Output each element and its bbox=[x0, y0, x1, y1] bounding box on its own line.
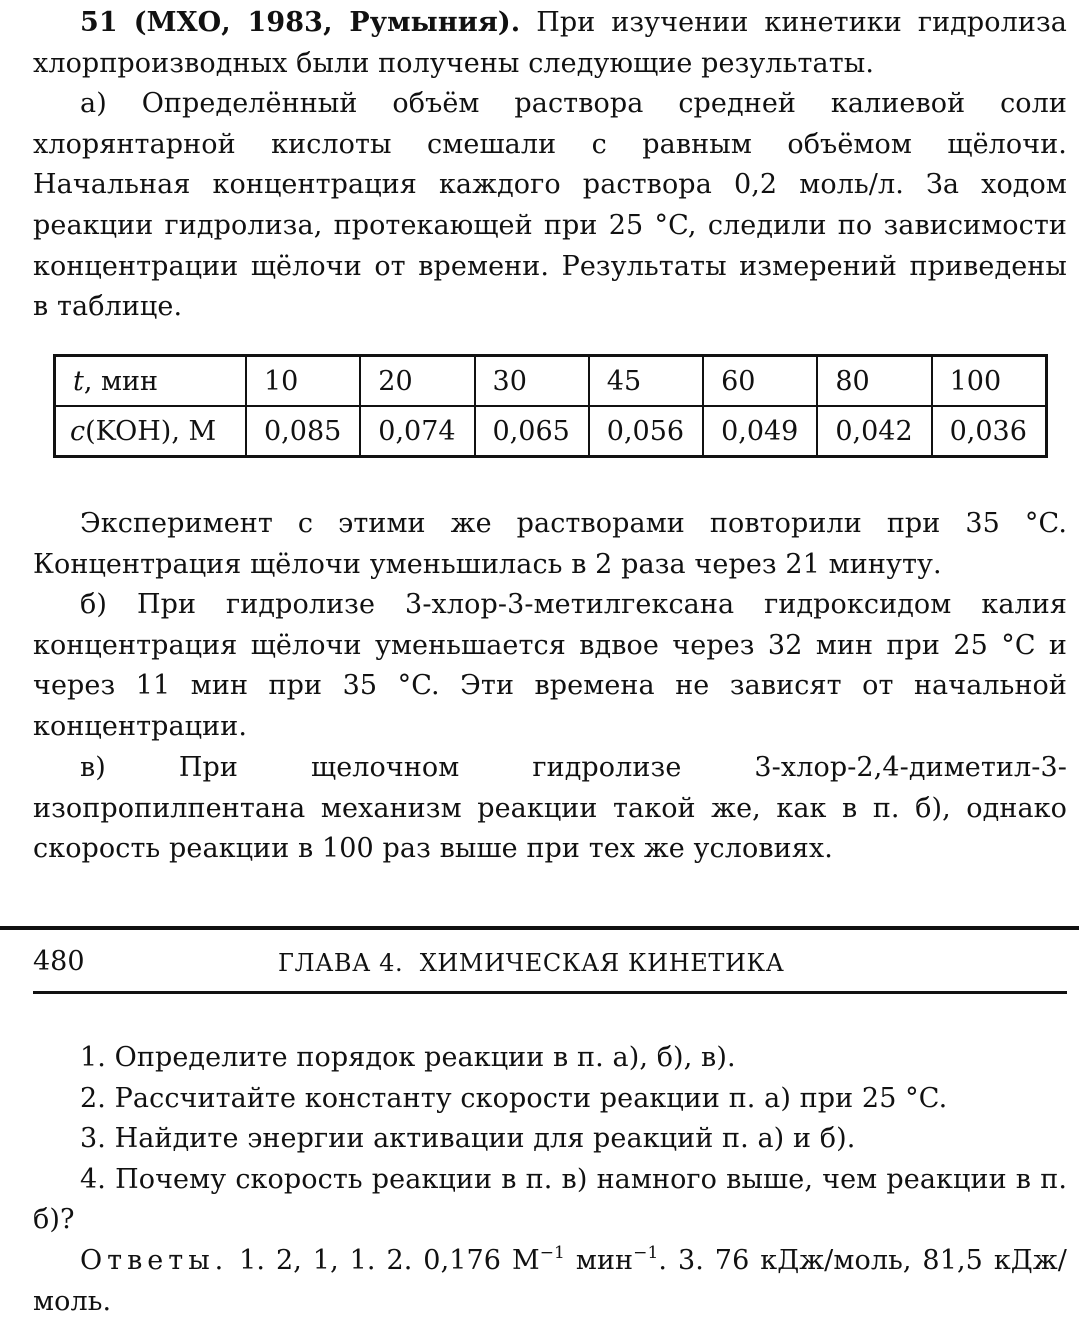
table-row-time bbox=[55, 356, 1047, 407]
problem-number: 51 bbox=[80, 7, 118, 38]
problem-intro-paragraph bbox=[33, 3, 1067, 84]
time-cell: 10 bbox=[246, 356, 360, 407]
row-label-time: t, мин bbox=[55, 356, 247, 407]
question-item: 2. Рассчитайте константу скорости реакции п. а) при 25 °C. bbox=[80, 1082, 948, 1114]
table-row-concentration bbox=[55, 406, 1047, 457]
question-item: 1. Определите порядок реакции в п. а), б), в). bbox=[80, 1042, 736, 1073]
time-cell: 20 bbox=[360, 356, 474, 407]
kinetics-data-table bbox=[53, 354, 1048, 458]
time-cell: 30 bbox=[475, 356, 589, 407]
part-v-paragraph: в) При щелочном гидролизе 3-хлор-2,4-диметил-3-изопропилпентана механизм реакции такой же, как в п. б), однако скорость реакции в 100 раз выше при тех же условиях. bbox=[33, 752, 1067, 865]
problem-source: (МХО, 1983, Румыния). bbox=[133, 7, 521, 38]
header-rule bbox=[33, 991, 1067, 994]
part-b-paragraph: б) При гидролизе 3-хлор-3-метилгексана гидроксидом калия концентрация щёлочи уменьшается вдвое через 32 мин при 25 °C и через 11 мин при 35 °C. Эти времена не зависят от начальной концентрации. bbox=[33, 589, 1067, 742]
concentration-cell: 0,065 bbox=[475, 406, 589, 457]
experiment-35-paragraph: Эксперимент с этими же растворами повторили при 35 °C. Концентрация щёлочи уменьшилась в 2 раза через 21 минуту. bbox=[33, 508, 1067, 580]
time-cell: 45 bbox=[589, 356, 703, 407]
time-cell: 100 bbox=[932, 356, 1047, 407]
problem-intro-text: При изучении кинетики гидролиза хлорпроизводных были получены следующие результаты. bbox=[33, 7, 1067, 79]
answers-paragraph: Ответы. 1. 2, 1, 1. 2. 0,176 $M^{-1}$ мин$^{-1}$. 3. 76 кДж/моль, 81,5 кДж/моль. bbox=[33, 1242, 1067, 1317]
concentration-cell: 0,049 bbox=[703, 406, 817, 457]
time-cell: 60 bbox=[703, 356, 817, 407]
page-number: 480 bbox=[33, 946, 85, 977]
page-break-rule bbox=[0, 926, 1079, 930]
row-label-concentration: c(KOH), M bbox=[55, 406, 247, 457]
question-item: 3. Найдите энергии активации для реакций п. а) и б). bbox=[80, 1123, 856, 1155]
answers-label: Ответы. bbox=[80, 1244, 229, 1276]
problem-statement bbox=[33, 3, 1067, 328]
problem-continuation bbox=[33, 504, 1067, 748]
time-cell: 80 bbox=[817, 356, 931, 407]
question-item: 4. Почему скорость реакции в п. в) намного выше, чем реакции в п. б)? bbox=[33, 1163, 1067, 1236]
concentration-cell: 0,036 bbox=[932, 406, 1047, 457]
concentration-cell: 0,042 bbox=[817, 406, 931, 457]
part-v-block bbox=[33, 748, 1067, 870]
concentration-cell: 0,085 bbox=[246, 406, 360, 457]
part-a-paragraph: а) Определённый объём раствора средней калиевой соли хлорянтарной кислоты смешали с равным объёмом щёлочи. Начальная концентрация каждого раствора 0,2 моль/л. За ходом реакции гидролиза, протекающей при 25 °C, следили по зависимости концентрации щёлочи от времени. Результаты измерений приведены в таблице. bbox=[33, 88, 1067, 323]
concentration-cell: 0,074 bbox=[360, 406, 474, 457]
running-header bbox=[33, 946, 1067, 986]
questions-block bbox=[33, 1038, 1067, 1322]
concentration-cell: 0,056 bbox=[589, 406, 703, 457]
chapter-title: ГЛАВА 4. ХИМИЧЕСКАЯ КИНЕТИКА bbox=[278, 949, 785, 977]
